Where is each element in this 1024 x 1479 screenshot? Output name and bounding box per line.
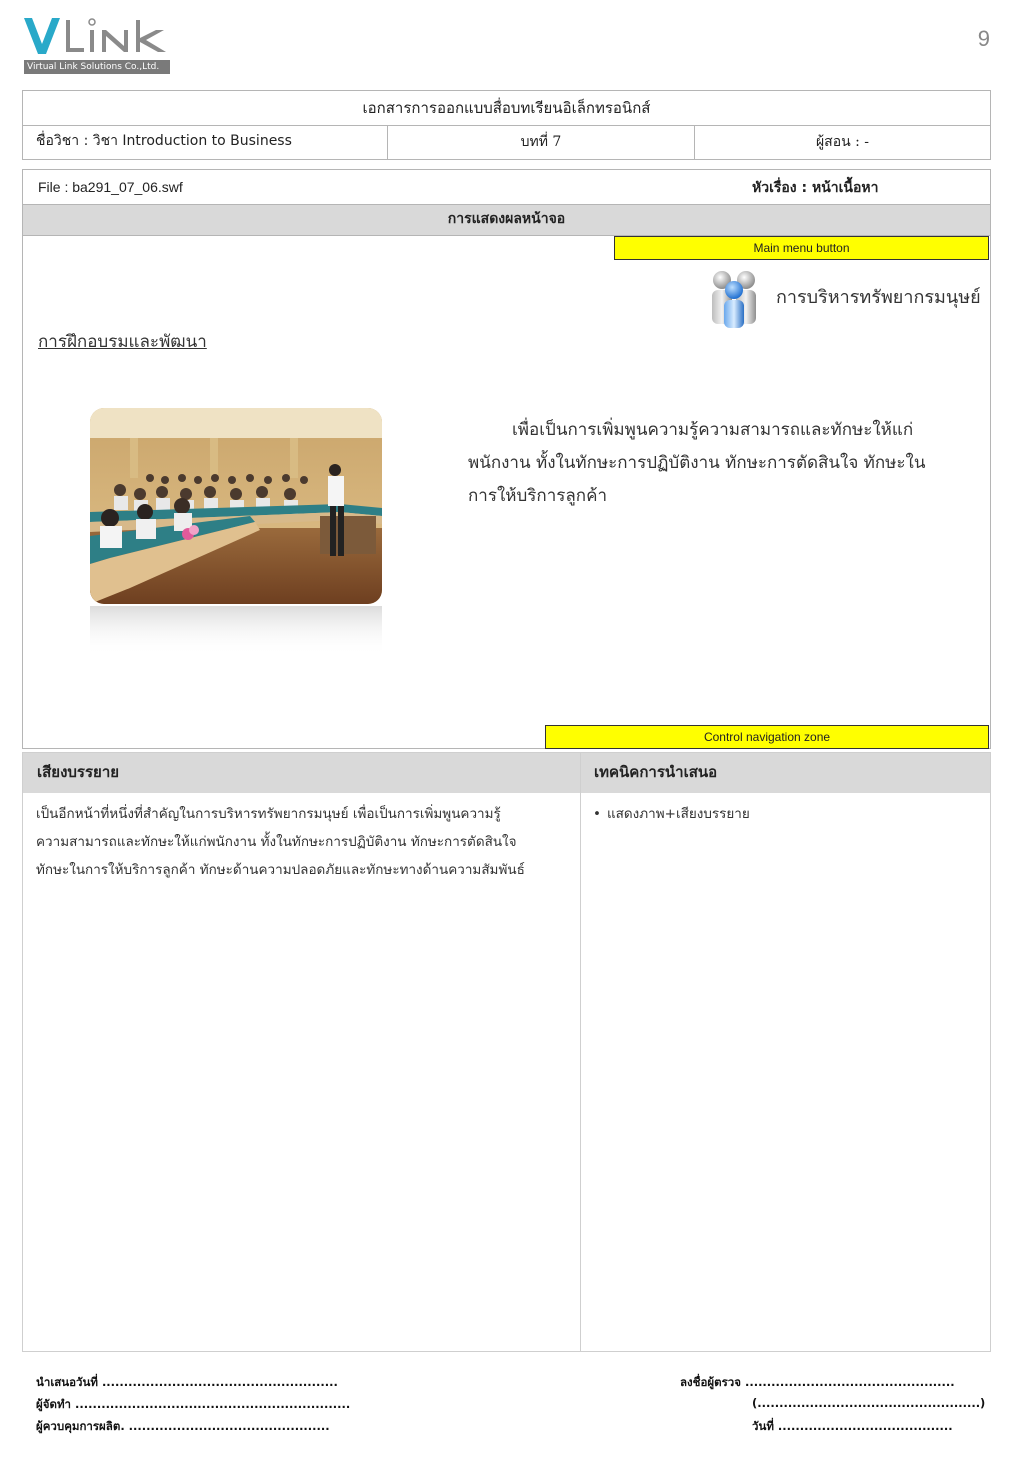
narration-text: [36, 800, 571, 884]
logo-tagline: Virtual Link Solutions Co.,Ltd.: [24, 60, 170, 74]
training-room-photo: [90, 408, 382, 656]
production-controller-field: ผู้ควบคุมการผลิต. ..............................................: [36, 1419, 330, 1433]
prepared-by-field: ผู้จัดทำ ...............................................................: [36, 1397, 351, 1411]
table-column-divider: [580, 753, 581, 1351]
content-paragraph: [468, 414, 948, 513]
reviewer-signature-field: ลงชื่อผู้ตรวจ ................................................: [680, 1375, 955, 1389]
chapter-number: บทที่ 7: [520, 134, 562, 150]
hr-module-title: การบริหารทรัพยากรมนุษย์: [776, 287, 981, 308]
instructor-name: ผู้สอน : -: [815, 134, 870, 150]
technique-list: [593, 800, 973, 828]
page-number: 9: [977, 26, 990, 51]
section-heading: การฝึกอบรมและพัฒนา: [38, 332, 207, 352]
topic-label: หัวเรื่อง : หน้าเนื้อหา: [752, 180, 879, 196]
file-name: File : ba291_07_06.swf: [38, 179, 183, 195]
narration-header: เสียงบรรยาย: [23, 753, 580, 793]
people-group-icon: [706, 268, 766, 330]
control-navigation-zone[interactable]: Control navigation zone: [545, 725, 989, 749]
technique-header: เทคนิคการนำเสนอ: [581, 753, 990, 793]
content-line: การให้บริการลูกค้า: [468, 486, 607, 506]
presented-date-field: นำเสนอวันที่ ......................................................: [36, 1375, 338, 1389]
content-line: เพื่อเป็นการเพิ่มพูนความรู้ความสามารถและทักษะให้แก่: [512, 420, 914, 440]
company-logo: [22, 14, 172, 76]
main-menu-button[interactable]: Main menu button: [614, 236, 989, 260]
review-date-field: วันที่ ........................................: [752, 1419, 953, 1433]
document-title: เอกสารการออกแบบสื่อบทเรียนอิเล็กทรอนิกส์: [362, 99, 651, 117]
technique-item: • แสดงภาพ+เสียงบรรยาย: [593, 800, 973, 828]
narration-line: ความสามารถและทักษะให้แก่พนักงาน ทั้งในทักษะการปฏิบัติงาน ทักษะการตัดสินใจ: [36, 834, 517, 850]
vlink-wordmark-logo: [22, 14, 172, 58]
subject-name: ชื่อวิชา : วิชา Introduction to Business: [36, 133, 292, 149]
narration-line: ทักษะในการให้บริการลูกค้า ทักษะด้านความปลอดภัยและทักษะทางด้านความสัมพันธ์: [36, 862, 525, 878]
reviewer-name-field: (...................................................): [752, 1396, 986, 1410]
narration-line: เป็นอีกหน้าที่หนึ่งที่สำคัญในการบริหารทรัพยากรมนุษย์ เพื่อเป็นการเพิ่มพูนความรู้: [36, 806, 501, 822]
content-line: พนักงาน ทั้งในทักษะการปฏิบัติงาน ทักษะการตัดสินใจ ทักษะใน: [468, 453, 926, 473]
screen-display-header: การแสดงผลหน้าจอ: [23, 204, 990, 236]
